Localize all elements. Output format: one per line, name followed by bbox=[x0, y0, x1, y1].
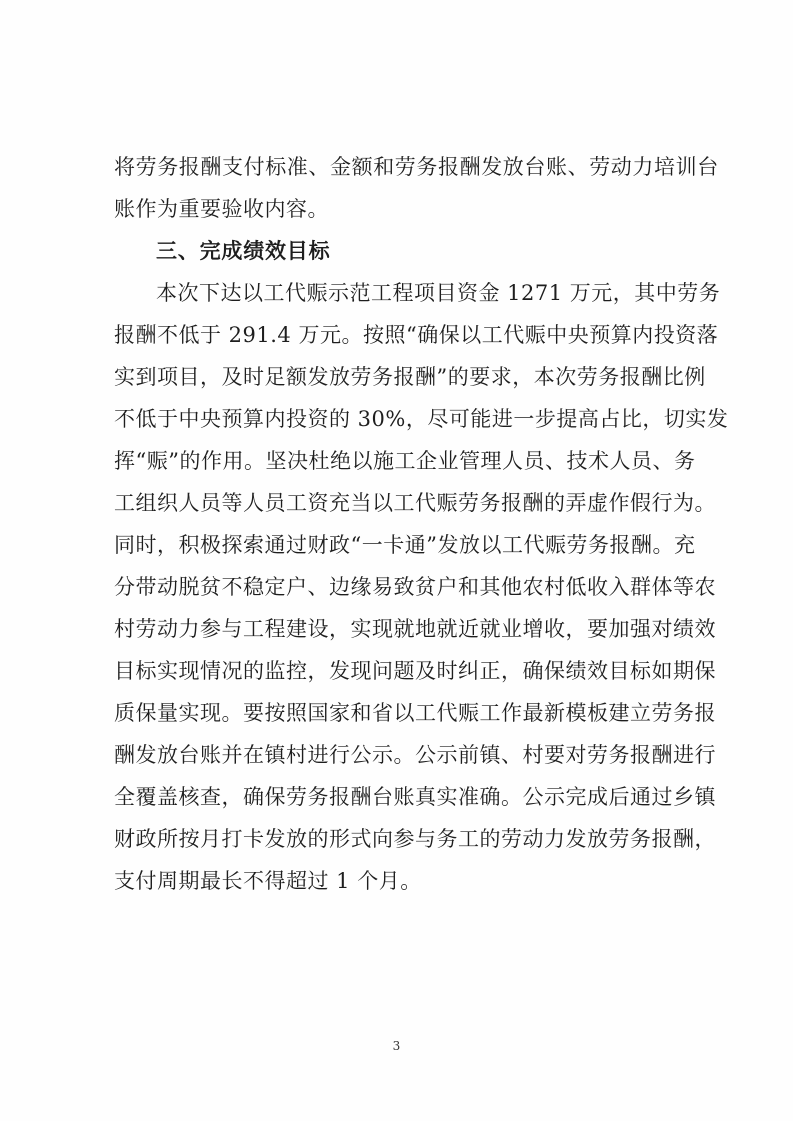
paragraph-line: 村劳动力参与工程建设，实现就地就近就业增收，要加强对绩效 bbox=[114, 617, 716, 641]
paragraph-line: 财政所按月打卡发放的形式向参与务工的劳动力发放劳务报酬， bbox=[114, 827, 716, 851]
paragraph-line: 目标实现情况的监控，发现问题及时纠正，确保绩效目标如期保 bbox=[114, 659, 716, 683]
paragraph-line: 挥“赈”的作用。坚决杜绝以施工企业管理人员、技术人员、务 bbox=[114, 449, 696, 473]
paragraph-line: 将劳务报酬支付标准、金额和劳务报酬发放台账、劳动力培训台 bbox=[114, 155, 719, 179]
paragraph-line: 不低于中央预算内投资的 30%，尽可能进一步提高占比，切实发 bbox=[114, 407, 729, 431]
paragraph-line: 酬发放台账并在镇村进行公示。公示前镇、村要对劳务报酬进行 bbox=[114, 743, 716, 767]
paragraph-line: 工组织人员等人员工资充当以工代赈劳务报酬的弄虚作假行为。 bbox=[114, 491, 716, 515]
paragraph-line: 全覆盖核查，确保劳务报酬台账真实准确。公示完成后通过乡镇 bbox=[114, 785, 716, 809]
document-body bbox=[114, 146, 729, 902]
paragraph-line: 分带动脱贫不稳定户、边缘易致贫户和其他农村低收入群体等农 bbox=[114, 575, 716, 599]
section-heading: 三、完成绩效目标 bbox=[156, 239, 331, 263]
paragraph-line: 支付周期最长不得超过 1 个月。 bbox=[114, 869, 422, 893]
paragraph-line: 账作为重要验收内容。 bbox=[114, 197, 329, 221]
paragraph-line: 同时，积极探索通过财政“一卡通”发放以工代赈劳务报酬。充 bbox=[114, 533, 696, 557]
page-number: 3 bbox=[392, 1039, 401, 1053]
paragraph-line: 报酬不低于 291.4 万元。按照“确保以工代赈中央预算内投资落 bbox=[114, 323, 719, 347]
paragraph-line: 本次下达以工代赈示范工程项目资金 1271 万元，其中劳务 bbox=[156, 281, 721, 305]
paragraph-line: 质保量实现。要按照国家和省以工代赈工作最新模板建立劳务报 bbox=[114, 701, 716, 725]
paragraph-line: 实到项目，及时足额发放劳务报酬”的要求，本次劳务报酬比例 bbox=[114, 365, 706, 389]
